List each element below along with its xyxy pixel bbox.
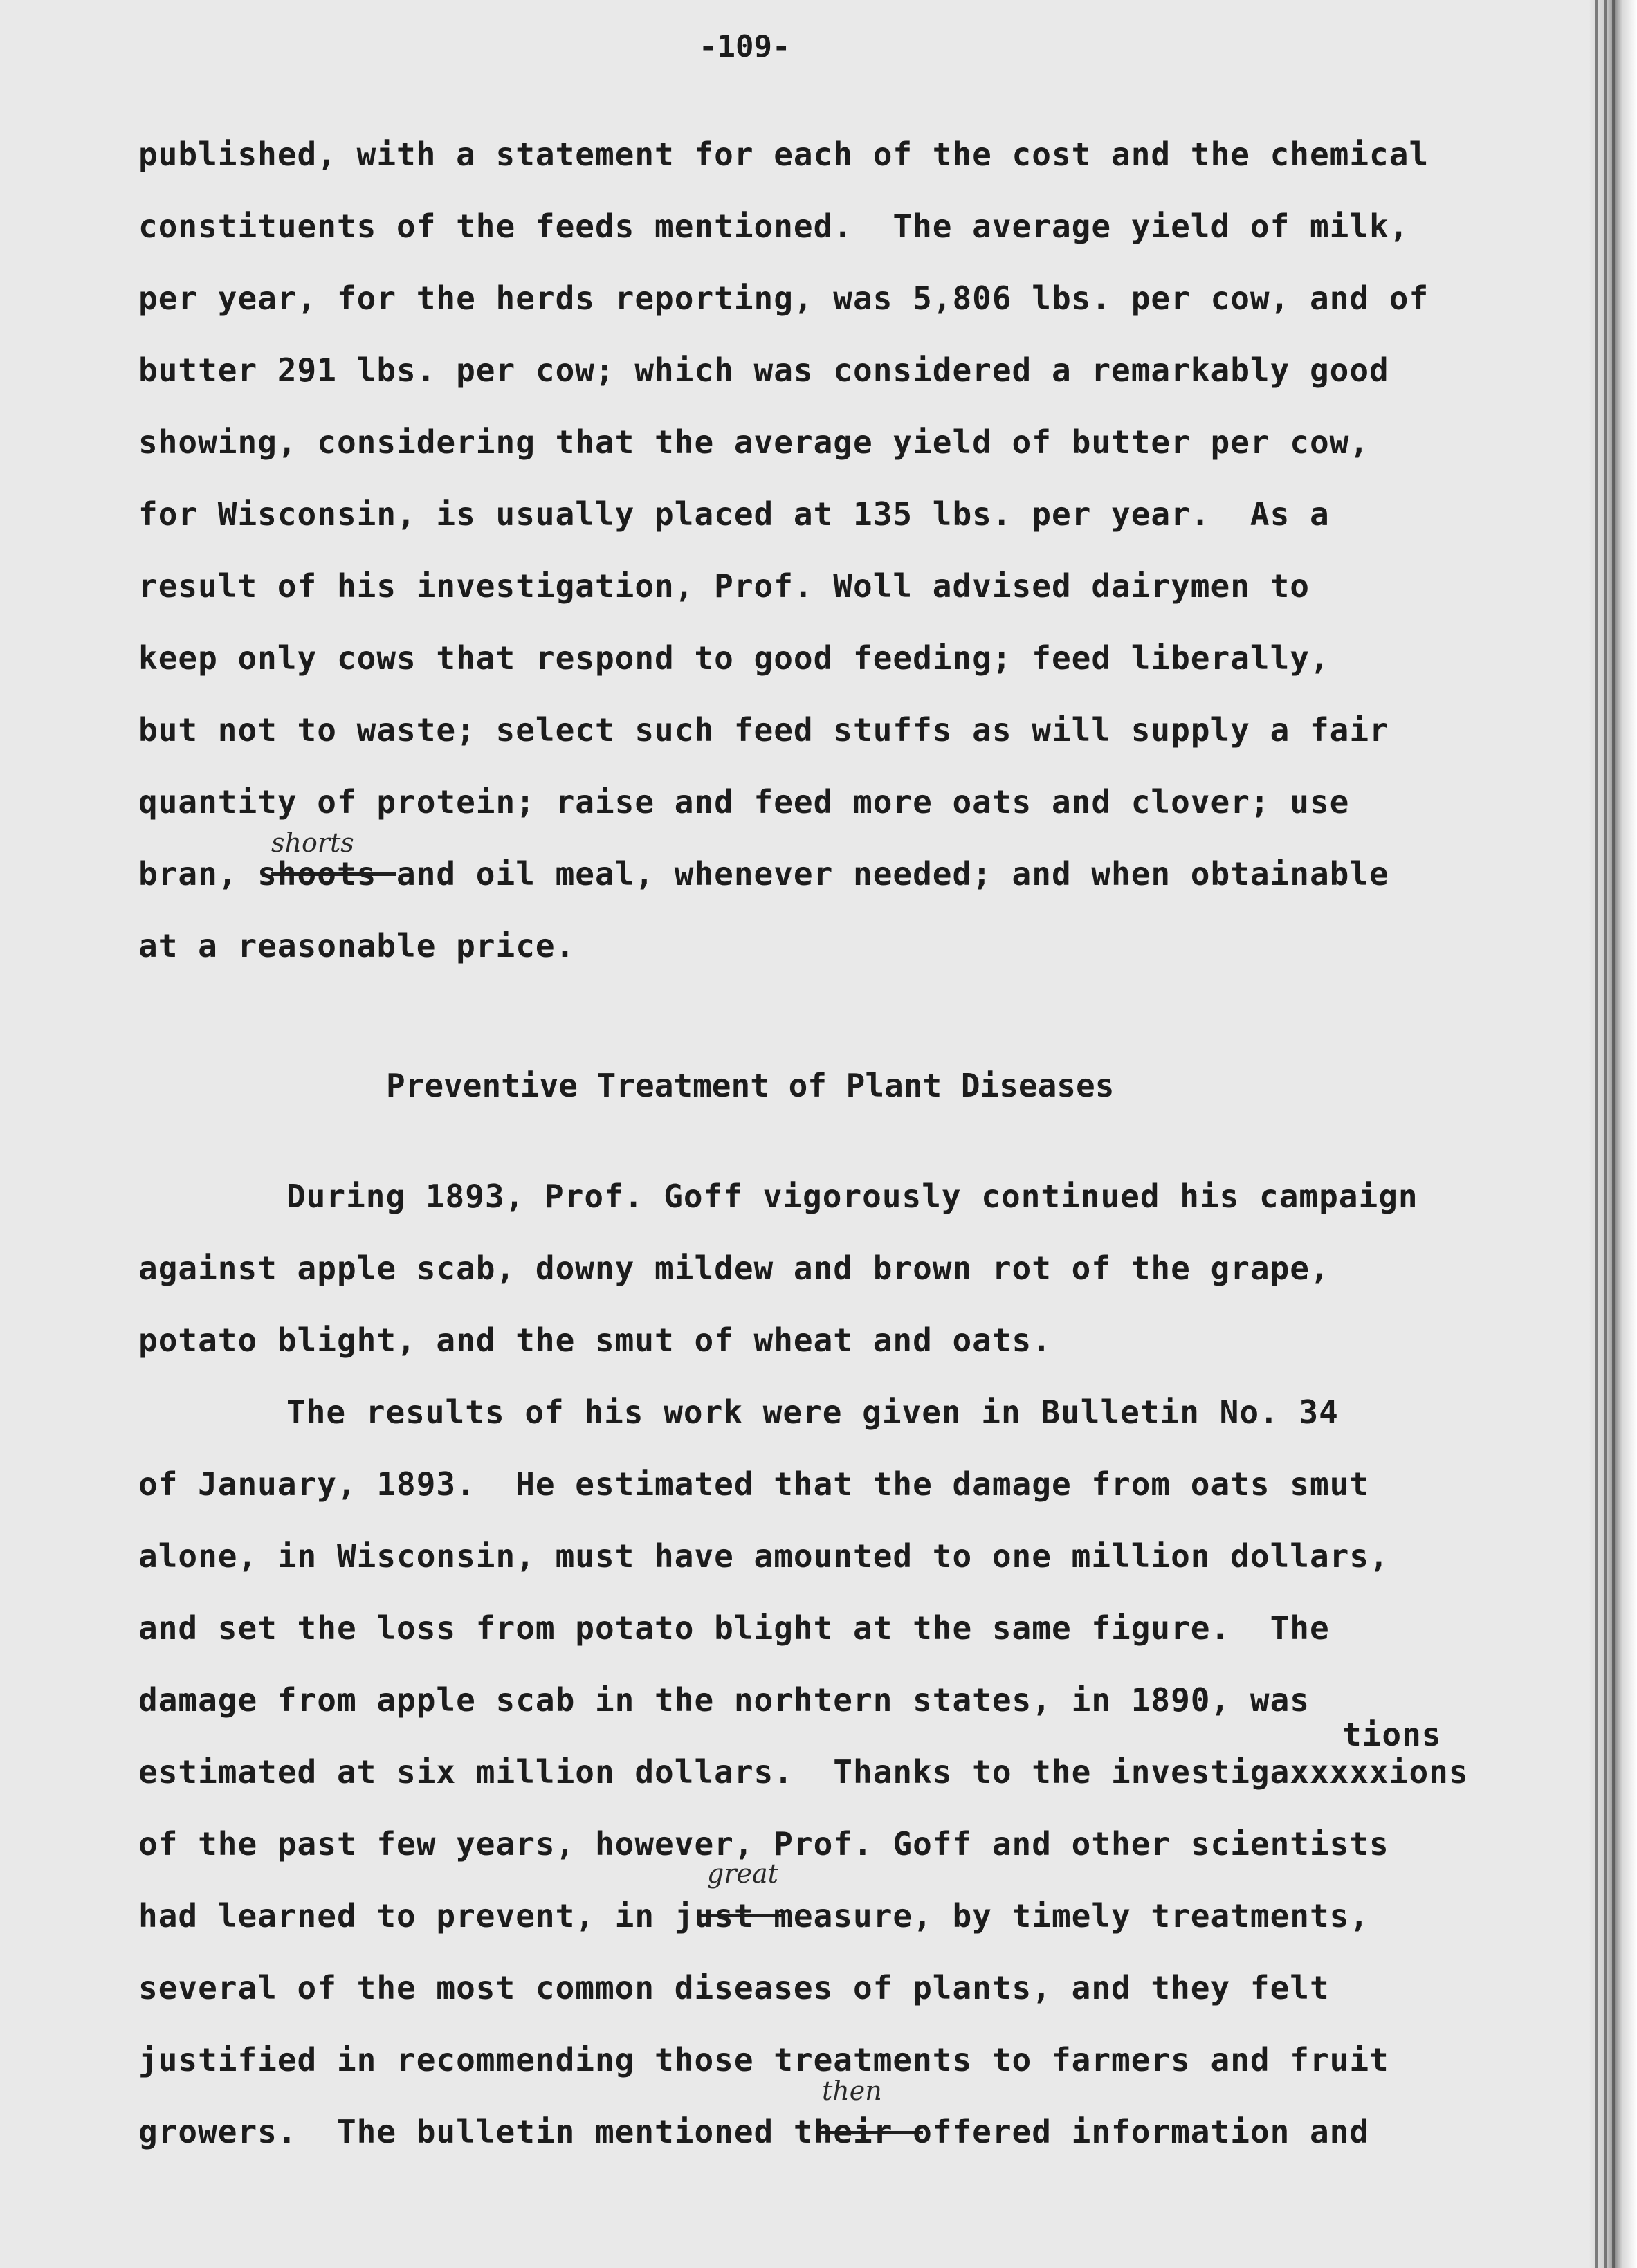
text-line: published, with a statement for each of the cost and the chemical — [138, 136, 1429, 173]
text-line: justified in recommending those treatments to farmers and fruit — [138, 2041, 1389, 2078]
text-line: quantity of protein; raise and feed more oats and clover; use — [138, 783, 1350, 821]
text-line: growers. The bulletin mentioned their offered information and — [138, 2113, 1370, 2150]
text-line: alone, in Wisconsin, must have amounted to one million dollars, — [138, 1537, 1389, 1575]
edge-line — [1595, 0, 1598, 2268]
handwritten-correction: shorts — [271, 827, 354, 858]
text-line: against apple scab, downy mildew and brown rot of the grape, — [138, 1250, 1330, 1287]
text-line: at a reasonable price. — [138, 927, 576, 964]
text-line: of the past few years, however, Prof. Goff and other scientists — [138, 1825, 1389, 1863]
text-line: for Wisconsin, is usually placed at 135 lbs. per year. As a — [138, 495, 1330, 533]
text-line: constituents of the feeds mentioned. The average yield of milk, — [138, 208, 1409, 245]
text-line: During 1893, Prof. Goff vigorously continued his campaign — [286, 1178, 1418, 1215]
text-line: and set the loss from potato blight at the same figure. The — [138, 1609, 1330, 1647]
typed-insertion: tions — [1342, 1716, 1442, 1753]
text-line: bran, shoots and oil meal, whenever needed; and when obtainable — [138, 855, 1389, 893]
edge-line — [1604, 0, 1607, 2268]
text-line: showing, considering that the average yield of butter per cow, — [138, 423, 1370, 461]
page-number: -109- — [699, 29, 791, 64]
text-line: had learned to prevent, in just measure, by timely treatments, — [138, 1897, 1370, 1935]
text-line: damage from apple scab in the norhtern states, in 1890, was — [138, 1681, 1310, 1719]
text-line: keep only cows that respond to good feeding; feed liberally, — [138, 639, 1330, 677]
text-line: but not to waste; select such feed stuffs as will supply a fair — [138, 711, 1389, 749]
text-line: per year, for the herds reporting, was 5,806 lbs. per cow, and of — [138, 280, 1429, 317]
text-line: result of his investigation, Prof. Woll advised dairymen to — [138, 567, 1310, 605]
edge-line — [1612, 0, 1615, 2268]
text-line: butter 291 lbs. per cow; which was considered a remarkably good — [138, 351, 1389, 389]
text-line: potato blight, and the smut of wheat and oats. — [138, 1322, 1052, 1359]
text-line: several of the most common diseases of plants, and they felt — [138, 1969, 1330, 2006]
handwritten-correction: great — [707, 1858, 778, 1889]
text-line: of January, 1893. He estimated that the damage from oats smut — [138, 1465, 1370, 1503]
section-heading: Preventive Treatment of Plant Diseases — [386, 1067, 1115, 1104]
handwritten-correction: then — [822, 2076, 882, 2106]
text-line: The results of his work were given in Bulletin No. 34 — [286, 1393, 1339, 1431]
text-line: estimated at six million dollars. Thanks to the investigaxxxxxions — [138, 1753, 1469, 1791]
